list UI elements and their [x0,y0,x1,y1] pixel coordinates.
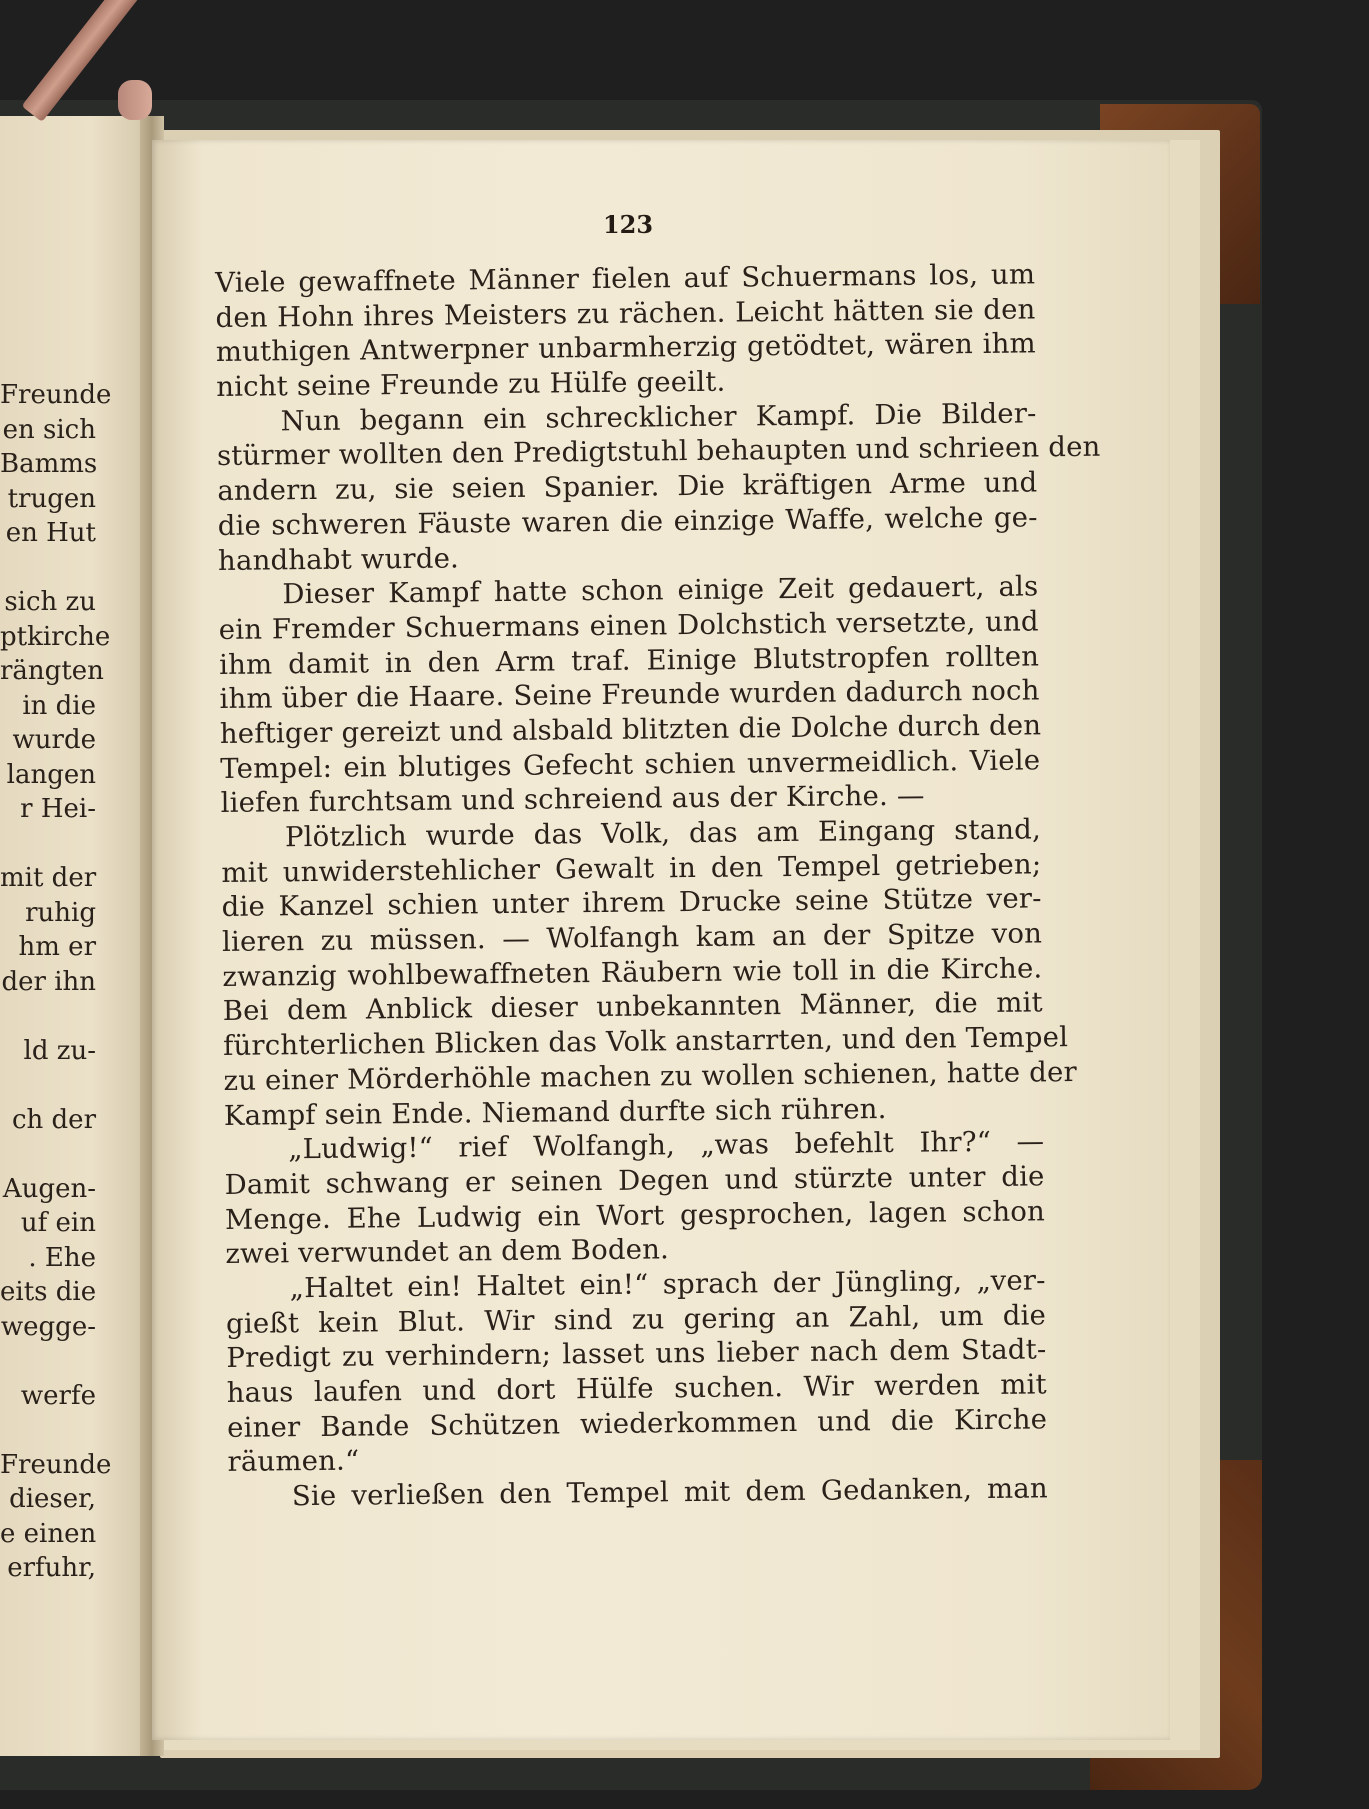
left-text-fragment: rängten [0,656,104,686]
left-text-fragment: dieser, [9,1484,96,1514]
left-text-fragment: ch der [11,1104,96,1135]
text-line: lieren zu müssen. — Wolfangh kam an der Spitze von [221,917,1043,959]
page-body-text [215,257,1101,1514]
left-text-fragment: ld zu- [23,1035,96,1066]
left-text-fragment: ruhig [25,897,96,928]
text-line: muthigen Antwerpner unbarmherzig getödtet, wären ihm [215,327,1037,369]
text-line: handhabt wurde. [217,541,460,577]
text-line: die schweren Fäuste waren die einzige Waffe, welche ge- [217,501,1038,542]
left-text-fragment [0,827,96,862]
page-number: 123 [602,210,654,239]
left-text-fragment [0,1413,96,1448]
left-text-fragment: . Ehe [28,1242,96,1273]
text-line: zu einer Mörderhöhle machen zu wollen schienen, hatte der [223,1055,1078,1097]
text-line: Kampf sein Ende. Niemand durfte sich rühren. [223,1092,887,1132]
left-text-fragment: wegge- [0,1311,96,1342]
text-line: fürchterlichen Blicken das Volk anstarrten, und den Tempel [223,1021,1069,1063]
text-line: Predigt zu verhindern; lasset uns lieber nach dem Stadt- [226,1333,1047,1375]
text-line: liefen furchtsam und schreiend aus der Kirche. — [220,779,925,820]
text-line: „Haltet ein! Haltet ein!“ sprach der Jüngling, „ver- [289,1264,1046,1305]
left-text-fragment: mit der [0,863,97,893]
left-text-fragment: langen [6,759,96,790]
text-line: den Hohn ihres Meisters zu rächen. Leicht hätten sie den [215,293,1036,334]
left-text-fragment: Freunde [0,380,112,410]
ribbon-bookmark-end [118,80,152,120]
text-line: ihm über die Haare. Seine Freunde wurden dadurch noch [219,674,1040,716]
text-line: stürmer wollten den Predigtstuhl behaupten und schrieen den [216,431,1101,473]
left-text-fragment [0,551,96,586]
text-line: die Kanzel schien unter ihrem Drucke seine Stütze ver- [221,882,1042,924]
left-text-fragment: Bamms [0,449,98,479]
left-text-fragment [0,1137,96,1172]
left-text-fragment: Freunde [0,1449,112,1480]
left-text-fragment: trugen [7,483,96,514]
left-text-fragment: Augen- [2,1173,96,1204]
text-line: Sie verließen den Tempel mit dem Gedanken, man [291,1472,1049,1513]
left-text-fragment [0,1344,96,1379]
text-line: Tempel: ein blutiges Gefecht schien unvermeidlich. Viele [220,744,1041,785]
text-line: haus laufen und dort Hülfe suchen. Wir werden mit [226,1368,1047,1409]
left-text-fragment [0,1068,96,1103]
text-line: „Ludwig!“ rief Wolfangh, „was befehlt Ihr?“ — [288,1125,1045,1166]
text-line: einer Bande Schützen wiederkommen und die Kirche [226,1403,1048,1444]
left-text-fragment: in die [22,690,96,721]
text-line: mit unwiderstehlicher Gewalt in den Tempel getrieben; [221,848,1042,889]
text-line: Plötzlich wurde das Volk, das am Eingang stand, [284,813,1042,854]
left-text-fragment: werfe [20,1380,96,1411]
text-line: Menge. Ehe Ludwig ein Wort gesprochen, lagen schon [224,1194,1046,1236]
text-line: heftiger gereizt und alsbald blitzten die Dolche durch den [219,709,1042,750]
left-text-fragment [0,999,96,1034]
left-page [0,116,152,1756]
left-text-fragment: ptkirche [0,621,111,652]
text-line: Nun begann ein schrecklicher Kampf. Die Bilder- [280,397,1037,438]
text-line: Damit schwang er seinen Degen und stürzte unter die [224,1160,1045,1201]
text-line: räumen.“ [227,1444,360,1479]
left-text-fragment: eits die [0,1277,97,1307]
left-text-fragment: wurde [12,725,96,755]
left-text-fragment: r Hei- [20,794,96,824]
text-line: Viele gewaffnete Männer fielen auf Schuermans los, um [215,258,1036,299]
left-text-fragment: sich zu [4,587,96,617]
text-line: zwei verwundet an dem Boden. [225,1233,670,1271]
left-text-fragment: der ihn [1,966,96,997]
text-line: ein Fremder Schuermans einen Dolchstich versetzte, und [218,605,1039,646]
text-line: andern zu, sie seien Spanier. Die kräftigen Arme und [217,466,1038,508]
text-line: ihm damit in den Arm traf. Einige Blutstropfen rollten [219,639,1040,681]
left-text-fragment: en sich [2,414,96,445]
left-text-fragment: en Hut [5,518,96,548]
left-text-fragment: e einen [0,1518,97,1549]
left-text-fragment: erfuhr, [7,1553,96,1583]
text-line: gießt kein Blut. Wir sind zu gering an Zahl, um die [225,1298,1047,1340]
text-line: Bei dem Anblick dieser unbekannten Männer, die mit [222,986,1043,1028]
left-text-fragment: hm er [18,932,96,962]
left-page-text [0,378,112,1586]
left-text-fragment: uf ein [20,1208,96,1238]
text-line: nicht seine Freunde zu Hülfe geeilt. [216,365,726,404]
text-line: zwanzig wohlbewaffneten Räubern wie toll in die Kirche. [222,952,1043,993]
text-line: Dieser Kampf hatte schon einige Zeit gedauert, als [282,570,1039,611]
